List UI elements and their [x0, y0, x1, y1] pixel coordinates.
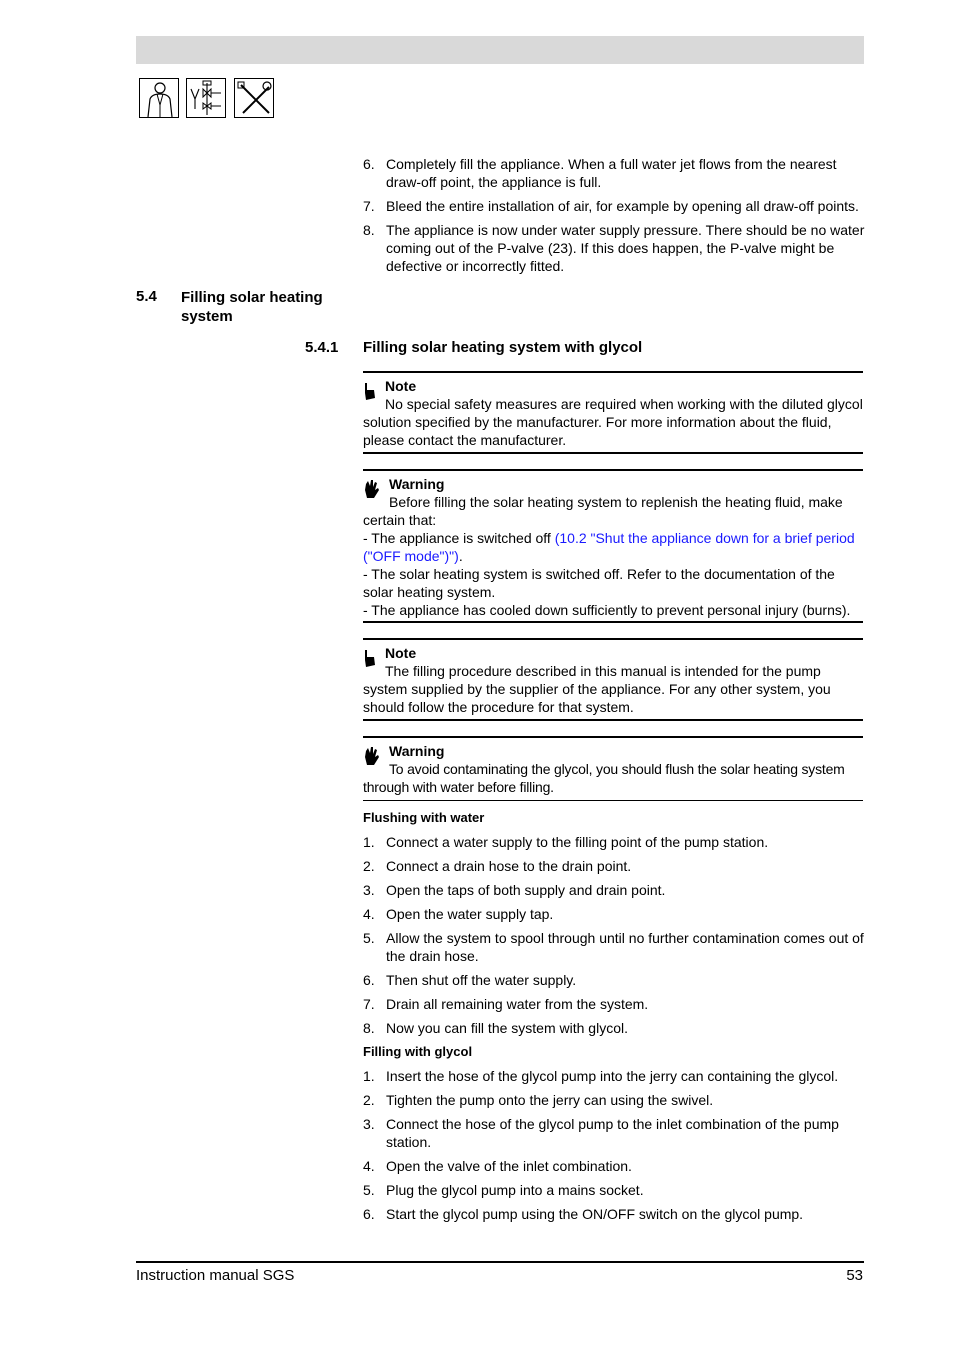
glycol-heading: Filling with glycol — [363, 1044, 473, 1059]
warning-line: - The solar heating system is switched off. Refer to the documentation of the solar heating system. — [363, 566, 835, 600]
subsection-title: Filling solar heating system with glycol — [363, 339, 643, 356]
person-icon — [139, 78, 179, 118]
warning-line: - The appliance is switched off (10.2 "Shut the appliance down for a brief period ("OFF mode")"). — [363, 530, 855, 564]
section-number: 5.4 — [136, 288, 157, 305]
valve-diagram-icon — [186, 78, 226, 118]
subsection-number: 5.4.1 — [305, 339, 339, 356]
warning-bottom-rule — [363, 621, 863, 623]
flushing-heading: Flushing with water — [363, 810, 485, 825]
warning-intro: Before filling the solar heating system to replenish the heating fluid, make certain that: — [363, 494, 843, 528]
warning-top-rule — [363, 469, 863, 471]
warning-box — [363, 742, 863, 796]
list-item: 6. Completely fill the appliance. When a full water jet flows from the nearest draw-off point, the appliance is full. — [363, 156, 837, 190]
note-bottom-rule — [363, 452, 863, 454]
warning-title: Warning — [389, 743, 445, 759]
note-top-rule — [363, 638, 863, 640]
footer-rule — [136, 1261, 864, 1263]
note-bottom-rule — [363, 719, 863, 721]
note-box — [363, 644, 863, 716]
note-text: No special safety measures are required when working with the diluted glycol solution specified by the manufacturer. For more information about the fluid, please contact the manufacturer. — [363, 396, 863, 448]
warning-title: Warning — [389, 476, 445, 492]
note-top-rule — [363, 371, 863, 373]
warning-text: To avoid contaminating the glycol, you should flush the solar heating system through with water before filling. — [363, 761, 845, 795]
warning-line: - The appliance has cooled down sufficiently to prevent personal injury (burns). — [363, 602, 851, 618]
note-title: Note — [385, 645, 417, 661]
page-number: 53 — [846, 1267, 863, 1284]
warning-top-rule — [363, 736, 863, 738]
header-bar — [136, 36, 864, 64]
warning-box — [363, 475, 863, 619]
cross-reference-link[interactable]: (10.2 "Shut the appliance down for a brief period ("OFF mode")") — [363, 530, 855, 564]
warning-bottom-rule — [363, 800, 863, 801]
note-text: The filling procedure described in this manual is intended for the pump system supplied by the supplier of the appliance. For any other system, you should follow the procedure for that system. — [363, 663, 831, 715]
section-title: Filling solar heating system — [181, 289, 323, 325]
tools-icon — [234, 78, 274, 118]
list-item: 8. The appliance is now under water supply pressure. There should be no water coming out of the P-valve (23). If this does happen, the P-valve might be defective or incorrectly fitted. — [363, 222, 865, 274]
footer-title: Instruction manual SGS — [136, 1267, 295, 1284]
list-item: 7. Bleed the entire installation of air, for example by opening all draw-off points. — [363, 198, 859, 214]
note-title: Note — [385, 378, 417, 394]
note-box — [363, 377, 863, 449]
